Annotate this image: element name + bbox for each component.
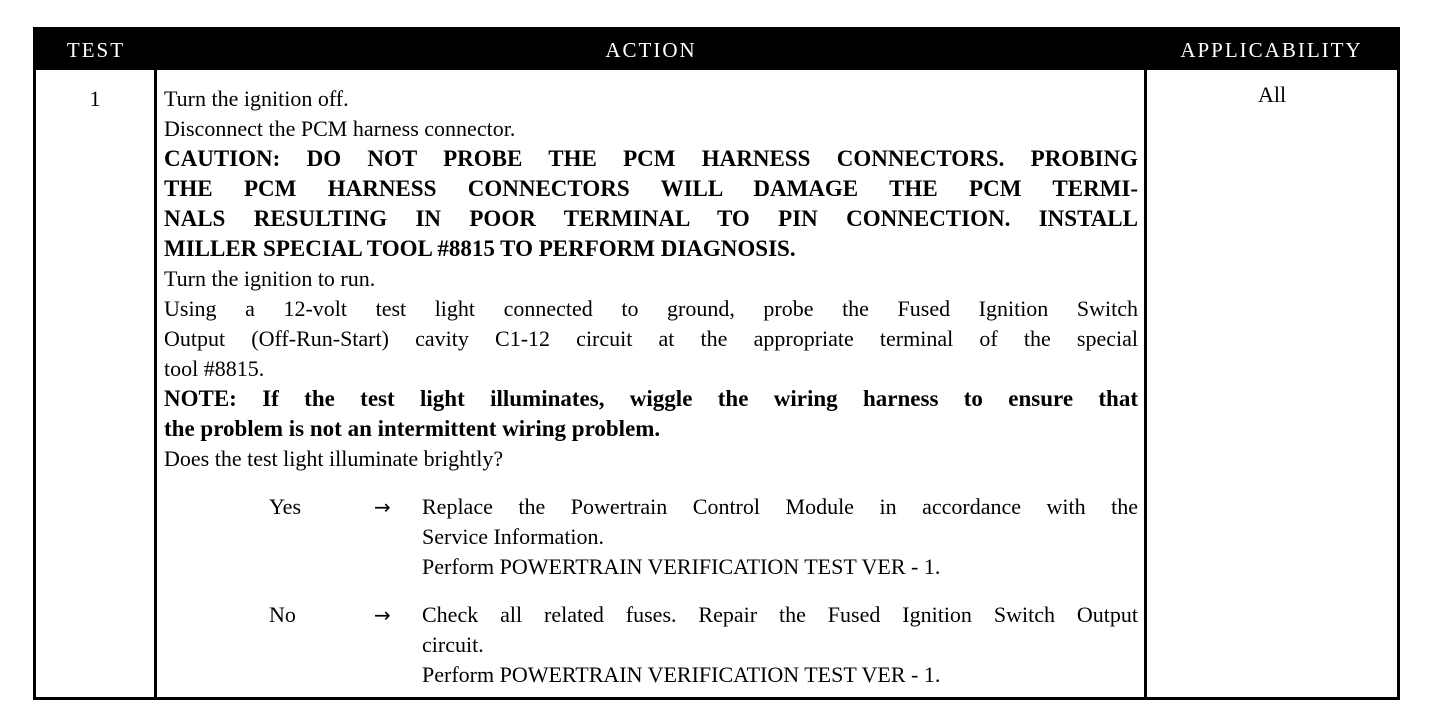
outcome-no: [164, 600, 1138, 690]
action-line: Disconnect the PCM harness connector.: [164, 116, 516, 141]
right-arrow-icon: →: [374, 495, 391, 519]
table-header: [36, 30, 1397, 70]
question-line: Does the test light illuminate brightly?: [164, 446, 504, 471]
diagnostic-table: [33, 27, 1400, 700]
header-applicability: APPLICABILITY: [1180, 37, 1363, 62]
column-divider-2: [1144, 70, 1147, 697]
caution-line: NALS RESULTING IN POOR TERMINAL TO PIN CONNECTION. INSTALL: [164, 206, 1138, 231]
applicability-value: All: [1257, 82, 1287, 107]
header-test: TEST: [66, 37, 126, 62]
outcome-line: Service Information.: [422, 524, 605, 549]
outcome-no-label: No: [269, 602, 296, 627]
action-line: Output (Off-Run-Start) cavity C1-12 circuit at the appropriate terminal of the special: [164, 326, 1138, 351]
outcome-yes-label: Yes: [269, 494, 302, 519]
outcome-line: Perform POWERTRAIN VERIFICATION TEST VER - 1.: [422, 662, 941, 687]
caution-line: THE PCM HARNESS CONNECTORS WILL DAMAGE THE PCM TERMI-: [164, 176, 1138, 201]
outcome-line: Check all related fuses. Repair the Fused Ignition Switch Output: [422, 602, 1138, 627]
test-number: 1: [89, 86, 101, 111]
header-action: ACTION: [605, 37, 697, 62]
outcome-line: Replace the Powertrain Control Module in accordance with the: [422, 494, 1138, 519]
action-line: Turn the ignition to run.: [164, 266, 376, 291]
outcome-line: Perform POWERTRAIN VERIFICATION TEST VER - 1.: [422, 554, 941, 579]
outcome-yes: [164, 492, 1138, 582]
outcome-no-text: [422, 600, 1138, 690]
right-arrow-icon: →: [374, 603, 391, 627]
action-line: Turn the ignition off.: [164, 86, 349, 111]
caution-line: MILLER SPECIAL TOOL #8815 TO PERFORM DIAGNOSIS.: [164, 236, 796, 261]
note-line: NOTE: If the test light illuminates, wiggle the wiring harness to ensure that: [164, 386, 1138, 411]
action-line: tool #8815.: [164, 356, 265, 381]
outcome-yes-text: [422, 492, 1138, 582]
action-cell: [164, 84, 1138, 690]
caution-line: CAUTION: DO NOT PROBE THE PCM HARNESS CONNECTORS. PROBING: [164, 146, 1138, 171]
action-line: Using a 12-volt test light connected to ground, probe the Fused Ignition Switch: [164, 296, 1138, 321]
note-line: the problem is not an intermittent wiring problem.: [164, 416, 661, 441]
outcome-line: circuit.: [422, 632, 484, 657]
column-divider-1: [154, 70, 157, 697]
